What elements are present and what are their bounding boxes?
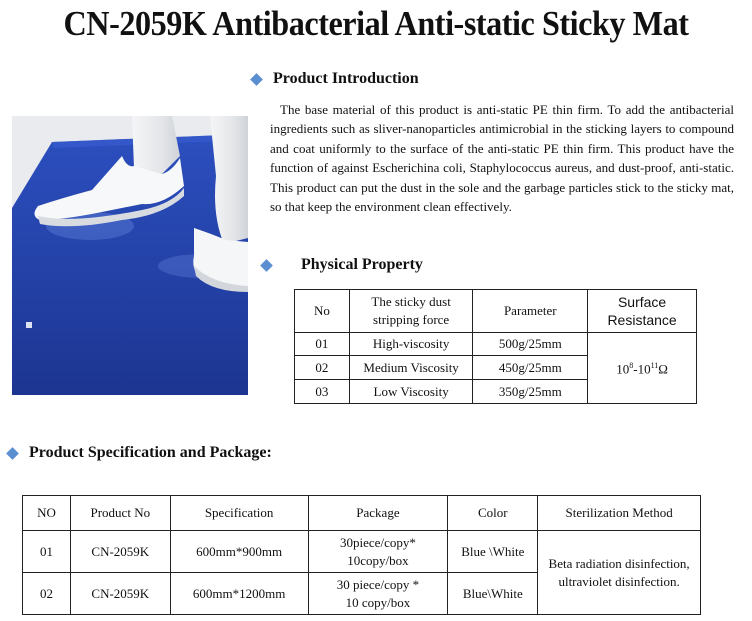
intro-paragraph: The base material of this product is anti-static PE thin firm. To add the antibacterial ingredients such as sliver-nanoparticles antimicrobial in the sticking layers to compound and coat uniformly to the surface of the anti-static PE thin firm. This product have the function of against Escherichina coli, Staphylococcus aureus, and dust-proof, anti-static. This product can put the dust in the sole and the garbage particles stick to the sticky mat, so that keep the environment clean effectively. bbox=[270, 102, 734, 215]
spec-heading-label: Product Specification and Package: bbox=[29, 444, 272, 461]
row-no: 02 bbox=[295, 356, 350, 380]
header-no: No bbox=[295, 290, 350, 333]
sterilization-value: Beta radiation disinfection, ultraviolet disinfection. bbox=[538, 531, 701, 615]
header-parameter: Parameter bbox=[473, 290, 588, 333]
row-color: Blue \White bbox=[448, 531, 538, 573]
row-specification: 600mm*900mm bbox=[170, 531, 308, 573]
row-force: Medium Viscosity bbox=[349, 356, 473, 380]
table-header-row bbox=[23, 496, 701, 531]
table-row bbox=[23, 531, 701, 573]
row-product-no: CN-2059K bbox=[70, 573, 170, 615]
table-row bbox=[295, 333, 697, 356]
physical-heading-label: Physical Property bbox=[301, 256, 423, 273]
resistance-value: $10^8-10^{11}\Omega$ bbox=[588, 333, 697, 404]
row-parameter: 450g/25mm bbox=[473, 356, 588, 380]
header-force: The sticky dust stripping force bbox=[349, 290, 473, 333]
row-no: 01 bbox=[23, 531, 71, 573]
row-no: 01 bbox=[295, 333, 350, 356]
physical-heading bbox=[262, 256, 423, 274]
header-package: Package bbox=[308, 496, 448, 531]
row-parameter: 500g/25mm bbox=[473, 333, 588, 356]
row-parameter: 350g/25mm bbox=[473, 380, 588, 404]
intro-heading bbox=[252, 70, 419, 88]
diamond-bullet-icon bbox=[6, 447, 19, 460]
row-product-no: CN-2059K bbox=[70, 531, 170, 573]
table-header-row bbox=[295, 290, 697, 333]
row-no: 02 bbox=[23, 573, 71, 615]
spec-table bbox=[22, 495, 701, 615]
row-package: 30piece/copy* 10copy/box bbox=[308, 531, 448, 573]
row-force: Low Viscosity bbox=[349, 380, 473, 404]
row-no: 03 bbox=[295, 380, 350, 404]
header-sterilization: Sterilization Method bbox=[538, 496, 701, 531]
row-force: High-viscosity bbox=[349, 333, 473, 356]
page-title: CN-2059K Antibacterial Anti-static Sticky Mat bbox=[63, 4, 689, 43]
header-specification: Specification bbox=[170, 496, 308, 531]
diamond-bullet-icon bbox=[260, 259, 273, 272]
header-no: NO bbox=[23, 496, 71, 531]
header-resistance: Surface Resistance bbox=[588, 290, 697, 333]
intro-heading-label: Product Introduction bbox=[273, 70, 419, 87]
row-package: 30 piece/copy * 10 copy/box bbox=[308, 573, 448, 615]
row-color: Blue\White bbox=[448, 573, 538, 615]
physical-property-table bbox=[294, 289, 697, 404]
diamond-bullet-icon bbox=[250, 73, 263, 86]
product-photo bbox=[12, 116, 248, 395]
sticky-mat-illustration bbox=[12, 116, 248, 395]
header-color: Color bbox=[448, 496, 538, 531]
row-specification: 600mm*1200mm bbox=[170, 573, 308, 615]
spec-heading bbox=[8, 444, 272, 462]
header-product-no: Product No bbox=[70, 496, 170, 531]
